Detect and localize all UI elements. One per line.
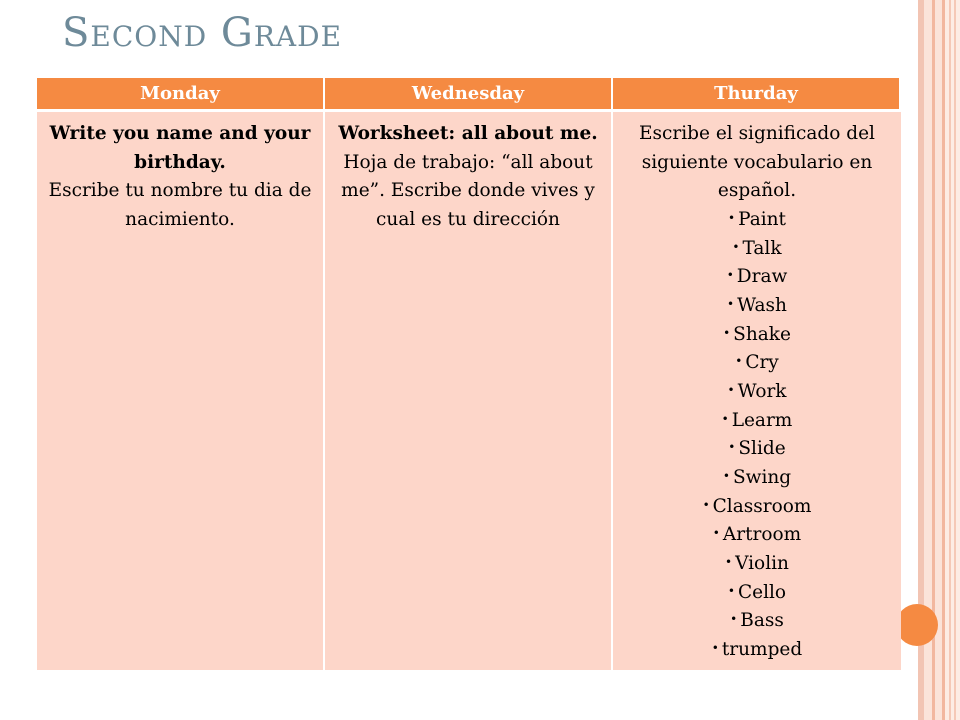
list-item: • Artroom [623,521,891,550]
decor-stripe [949,0,951,720]
list-item: • Paint [623,206,891,235]
cell-thursday [613,112,901,670]
header-monday: Monday [37,78,325,112]
wednesday-task-es: Hoja de trabajo: “all about me”. Escribe donde vives y cual es tu dirección [341,151,595,231]
decor-stripe [954,0,956,720]
vocab-list [623,206,891,665]
schedule-table [37,78,901,670]
list-item: • Swing [623,464,891,493]
header-thursday: Thurday [613,78,901,112]
list-item: • Cello [623,579,891,608]
slide-title: Second Grade [62,10,343,56]
decor-stripe [935,0,942,720]
monday-task-es: Escribe tu nombre tu dia de nacimiento. [48,180,312,231]
list-item: • Bass [623,607,891,636]
header-wednesday: Wednesday [325,78,613,112]
list-item: • Cry [623,349,891,378]
thursday-intro: Escribe el significado del siguiente vocabulario en español. [639,123,875,202]
list-item: • Draw [623,263,891,292]
list-item: • Violin [623,550,891,579]
list-item: • Shake [623,321,891,350]
list-item: • trumped [623,636,891,665]
wednesday-task-en: Worksheet: all about me. [338,123,598,144]
list-item: • Classroom [623,493,891,522]
list-item: • Slide [623,435,891,464]
list-item: • Learm [623,407,891,436]
decor-stripe [945,0,960,720]
list-item: • Work [623,378,891,407]
list-item: • Wash [623,292,891,321]
monday-task-en: Write you name and your birthday. [49,123,311,173]
cell-wednesday [325,112,613,670]
decor-circle [896,604,938,646]
cell-monday [37,112,325,670]
list-item: • Talk [623,235,891,264]
